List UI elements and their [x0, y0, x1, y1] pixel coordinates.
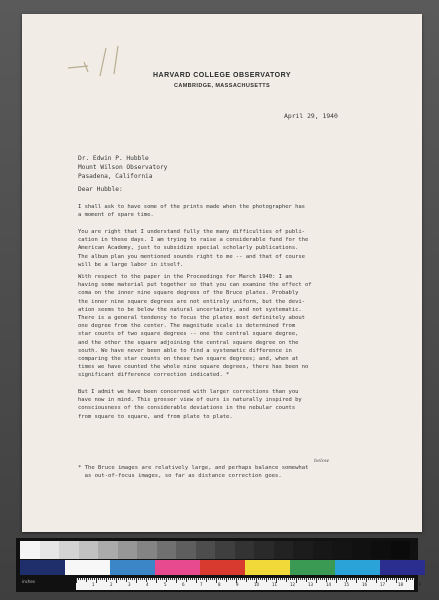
gray-patch — [254, 541, 274, 559]
ruler-tick — [248, 578, 249, 580]
ruler-tick — [322, 578, 323, 580]
ruler-tick — [230, 578, 231, 580]
ruler-tick — [282, 578, 283, 580]
ruler-tick — [362, 578, 363, 580]
ruler-number: 16 — [362, 582, 368, 587]
ruler-number: 14 — [326, 582, 332, 587]
ruler-tick — [360, 578, 361, 580]
ruler-tick — [330, 578, 331, 580]
ruler-tick — [98, 578, 99, 580]
color-patch — [155, 560, 200, 575]
ruler-tick — [390, 578, 391, 580]
ruler-tick — [148, 578, 149, 580]
ruler-tick — [404, 578, 405, 580]
ruler-tick — [262, 578, 263, 580]
ruler-tick — [106, 578, 107, 582]
ruler-tick — [414, 578, 415, 580]
ruler-tick — [158, 578, 159, 580]
ruler-tick — [132, 578, 133, 580]
gray-patch — [157, 541, 177, 559]
color-calibration-target — [16, 538, 422, 592]
gray-patch — [118, 541, 138, 559]
ruler-tick — [334, 578, 335, 580]
ruler-tick — [316, 578, 317, 583]
gray-patch — [59, 541, 79, 559]
ruler-tick — [366, 578, 367, 582]
ruler-tick — [278, 578, 279, 580]
ruler-tick — [228, 578, 229, 580]
gray-patch — [196, 541, 216, 559]
ruler-tick — [108, 578, 109, 580]
ruler-tick — [184, 578, 185, 580]
ruler-number: 19 — [416, 582, 422, 587]
ruler-tick — [190, 578, 191, 580]
ruler-number: 10 — [254, 582, 260, 587]
ruler-tick — [302, 578, 303, 580]
ruler-tick — [116, 578, 117, 583]
color-patch — [20, 560, 65, 575]
ruler-tick — [240, 578, 241, 580]
ruler-tick — [196, 578, 197, 583]
ruler-tick — [338, 578, 339, 580]
measurement-ruler — [76, 578, 422, 590]
ruler-tick — [370, 578, 371, 580]
letterhead-subtitle: CAMBRIDGE, MASSACHUSETTS — [173, 83, 271, 89]
ruler-tick — [164, 578, 165, 580]
ruler-tick — [408, 578, 409, 580]
ruler-tick — [368, 578, 369, 580]
gray-patch — [215, 541, 235, 559]
gray-patch — [274, 541, 294, 559]
gray-patch — [98, 541, 118, 559]
ruler-tick — [178, 578, 179, 580]
ruler-tick — [242, 578, 243, 580]
ruler-tick — [224, 578, 225, 580]
ruler-tick — [80, 578, 81, 580]
ruler-tick — [310, 578, 311, 580]
ruler-tick — [216, 578, 217, 583]
ruler-tick — [344, 578, 345, 580]
ruler-tick — [268, 578, 269, 580]
ruler-number: 9 — [236, 582, 239, 587]
ruler-tick — [328, 578, 329, 580]
letter-date: April 29, 1940 — [284, 112, 338, 120]
ruler-tick — [260, 578, 261, 580]
paragraph-1: I shall ask to have some of the prints made when the photographer has a moment of spare time. — [78, 204, 305, 219]
ruler-tick — [274, 578, 275, 580]
ruler-tick — [114, 578, 115, 580]
gray-patch — [371, 541, 391, 559]
ruler-tick — [154, 578, 155, 580]
ruler-tick — [398, 578, 399, 580]
ruler-tick — [342, 578, 343, 580]
ruler-tick — [140, 578, 141, 580]
ruler-tick — [222, 578, 223, 580]
ruler-tick — [78, 578, 79, 580]
ruler-tick — [176, 578, 177, 583]
ruler-tick — [348, 578, 349, 580]
ruler-number: 2 — [110, 582, 113, 587]
ruler-tick — [102, 578, 103, 580]
ruler-tick — [402, 578, 403, 580]
ruler-tick — [128, 578, 129, 580]
ruler-tick — [186, 578, 187, 582]
ruler-tick — [320, 578, 321, 580]
ruler-tick — [410, 578, 411, 580]
gray-patch — [391, 541, 411, 559]
footnote: * The Bruce images are relatively large, and perhaps balance somewhat as out-of-focus images, so far as distance correction goes. — [78, 465, 309, 480]
color-patch — [335, 560, 380, 575]
ruler-tick — [122, 578, 123, 580]
ruler-tick — [306, 578, 307, 582]
ruler-tick — [212, 578, 213, 580]
ruler-tick — [146, 578, 147, 582]
ruler-tick — [400, 578, 401, 580]
ruler-tick — [188, 578, 189, 580]
ruler-tick — [378, 578, 379, 580]
ruler-tick — [284, 578, 285, 580]
ruler-number: 18 — [398, 582, 404, 587]
ruler-tick — [94, 578, 95, 580]
gray-patch — [79, 541, 99, 559]
ruler-tick — [104, 578, 105, 580]
ruler-tick — [386, 578, 387, 582]
ruler-tick — [208, 578, 209, 580]
ruler-number: 8 — [218, 582, 221, 587]
ruler-tick — [194, 578, 195, 580]
ruler-tick — [326, 578, 327, 582]
ruler-tick — [384, 578, 385, 580]
ruler-tick — [358, 578, 359, 580]
ruler-tick — [220, 578, 221, 580]
ruler-tick — [234, 578, 235, 580]
ruler-tick — [354, 578, 355, 580]
ruler-tick — [294, 578, 295, 580]
ruler-tick — [206, 578, 207, 582]
ruler-tick — [138, 578, 139, 580]
ruler-tick — [86, 578, 87, 582]
color-patch — [200, 560, 245, 575]
gray-patch — [313, 541, 333, 559]
ruler-tick — [412, 578, 413, 580]
ruler-number: 13 — [308, 582, 314, 587]
ruler-tick — [312, 578, 313, 580]
ruler-tick — [250, 578, 251, 580]
ruler-number: 11 — [272, 582, 278, 587]
ruler-number: 5 — [164, 582, 167, 587]
ruler-tick — [252, 578, 253, 580]
ruler-tick — [118, 578, 119, 580]
ruler-tick — [352, 578, 353, 580]
ruler-tick — [192, 578, 193, 580]
ruler-tick — [214, 578, 215, 580]
ruler-number: 7 — [200, 582, 203, 587]
ruler-tick — [244, 578, 245, 580]
gray-scale-strip — [20, 541, 410, 559]
ruler-tick — [218, 578, 219, 580]
ruler-tick — [100, 578, 101, 580]
ruler-tick — [198, 578, 199, 580]
color-patch-strip — [20, 560, 425, 575]
ruler-tick — [292, 578, 293, 580]
color-patch — [110, 560, 155, 575]
paragraph-2: You are right that I understand fully the many difficulties of publi- cation in these days. I am trying to raise a considerable fund for the American Academy, just to subsidize special scholarly publications. The album plan you mentioned sounds right to me -- and that of course will be a large labor in itself. — [78, 229, 309, 268]
ruler-tick — [180, 578, 181, 580]
ruler-tick — [96, 578, 97, 583]
paragraph-4: But I admit we have been concerned with larger corrections than you have now in mind. This grosser view of ours is naturally inspired by consciousness of the considerable deviations in the nebular counts from square to square, and from plate to plate. — [78, 389, 302, 420]
ruler-number: 1 — [92, 582, 95, 587]
ruler-tick — [314, 578, 315, 580]
ruler-unit-label: inches — [22, 579, 35, 584]
ruler-number: 6 — [182, 582, 185, 587]
ruler-tick — [144, 578, 145, 580]
ruler-tick — [136, 578, 137, 583]
ruler-tick — [374, 578, 375, 580]
handwritten-correction: below — [314, 458, 330, 464]
gray-patch — [332, 541, 352, 559]
address-line: Mount Wilson Observatory — [78, 164, 168, 171]
color-patch — [65, 560, 110, 575]
ruler-tick — [266, 578, 267, 582]
ruler-tick — [288, 578, 289, 580]
ruler-number: 17 — [380, 582, 386, 587]
ruler-tick — [272, 578, 273, 580]
ruler-tick — [88, 578, 89, 580]
ruler-tick — [120, 578, 121, 580]
ruler-tick — [210, 578, 211, 580]
ruler-tick — [264, 578, 265, 580]
ruler-tick — [90, 578, 91, 580]
gray-patch — [352, 541, 372, 559]
ruler-tick — [152, 578, 153, 580]
ruler-tick — [202, 578, 203, 580]
ruler-tick — [372, 578, 373, 580]
ruler-tick — [76, 578, 77, 583]
ruler-tick — [168, 578, 169, 580]
ruler-tick — [174, 578, 175, 580]
ruler-tick — [238, 578, 239, 580]
gray-patch — [293, 541, 313, 559]
ruler-tick — [134, 578, 135, 580]
color-patch — [380, 560, 425, 575]
ruler-tick — [380, 578, 381, 580]
ruler-tick — [396, 578, 397, 583]
ruler-tick — [356, 578, 357, 583]
address-line: Dr. Edwin P. Hubble — [78, 155, 149, 162]
ruler-tick — [130, 578, 131, 580]
ruler-tick — [270, 578, 271, 580]
gray-patch — [176, 541, 196, 559]
ruler-tick — [290, 578, 291, 580]
ruler-tick — [92, 578, 93, 580]
letterhead-title: HARVARD COLLEGE OBSERVATORY — [152, 72, 292, 79]
ruler-tick — [82, 578, 83, 580]
ruler-tick — [406, 578, 407, 582]
ruler-number: 4 — [146, 582, 149, 587]
ruler-tick — [394, 578, 395, 580]
ruler-number: 3 — [128, 582, 131, 587]
ruler-tick — [298, 578, 299, 580]
recipient-address — [78, 154, 167, 181]
ruler-tick — [286, 578, 287, 582]
gray-patch — [137, 541, 157, 559]
ruler-tick — [318, 578, 319, 580]
ruler-tick — [124, 578, 125, 580]
ruler-tick — [332, 578, 333, 580]
ruler-tick — [110, 578, 111, 580]
letter-page — [22, 14, 422, 532]
paragraph-3: With respect to the paper in the Proceedings for March 1940: I am having some material put together so that you can examine the effect of coma on the inner nine square degrees of the Bruce plates. Probably the inner nine square degrees are not entirely uniform, but the devi- ation seems to be below the natural uncertainty, and not systematic. There is a general tendency to focus the plates most definitely about one degree from the center. The magnitude scale is determined from star counts of two square degrees -- one the central square degree, and the other the square adjoining the central square degree on the south. We have never been able to find a systematic difference in comparing the star counts on these two square degrees; and, when at times we have counted the whole nine square degrees, there has been no significant difference correction indicated. * — [78, 274, 312, 379]
ruler-tick — [246, 578, 247, 582]
ruler-tick — [166, 578, 167, 582]
ruler-tick — [182, 578, 183, 580]
ruler-tick — [232, 578, 233, 580]
ruler-tick — [172, 578, 173, 580]
ruler-tick — [350, 578, 351, 580]
ruler-tick — [170, 578, 171, 580]
ruler-tick — [126, 578, 127, 582]
ruler-tick — [304, 578, 305, 580]
ruler-tick — [300, 578, 301, 580]
ruler-tick — [340, 578, 341, 580]
ruler-tick — [162, 578, 163, 580]
color-patch — [245, 560, 290, 575]
ruler-tick — [346, 578, 347, 582]
ruler-tick — [112, 578, 113, 580]
ruler-tick — [280, 578, 281, 580]
ruler-number: 12 — [290, 582, 296, 587]
ruler-tick — [308, 578, 309, 580]
ruler-tick — [150, 578, 151, 580]
ruler-tick — [324, 578, 325, 580]
gray-patch — [20, 541, 40, 559]
ruler-tick — [156, 578, 157, 583]
ruler-tick — [226, 578, 227, 582]
ruler-tick — [254, 578, 255, 580]
ruler-tick — [84, 578, 85, 580]
ruler-tick — [364, 578, 365, 580]
salutation: Dear Hubble: — [78, 186, 123, 193]
ruler-number: 15 — [344, 582, 350, 587]
ruler-tick — [336, 578, 337, 583]
ruler-tick — [382, 578, 383, 580]
ruler-tick — [376, 578, 377, 583]
ruler-tick — [204, 578, 205, 580]
ruler-tick — [200, 578, 201, 580]
ruler-tick — [160, 578, 161, 580]
ruler-tick — [392, 578, 393, 580]
address-line: Pasadena, California — [78, 173, 153, 180]
gray-patch — [235, 541, 255, 559]
gray-patch — [40, 541, 60, 559]
ruler-tick — [258, 578, 259, 580]
ruler-tick — [388, 578, 389, 580]
ruler-tick — [296, 578, 297, 583]
color-patch — [290, 560, 335, 575]
ruler-tick — [142, 578, 143, 580]
